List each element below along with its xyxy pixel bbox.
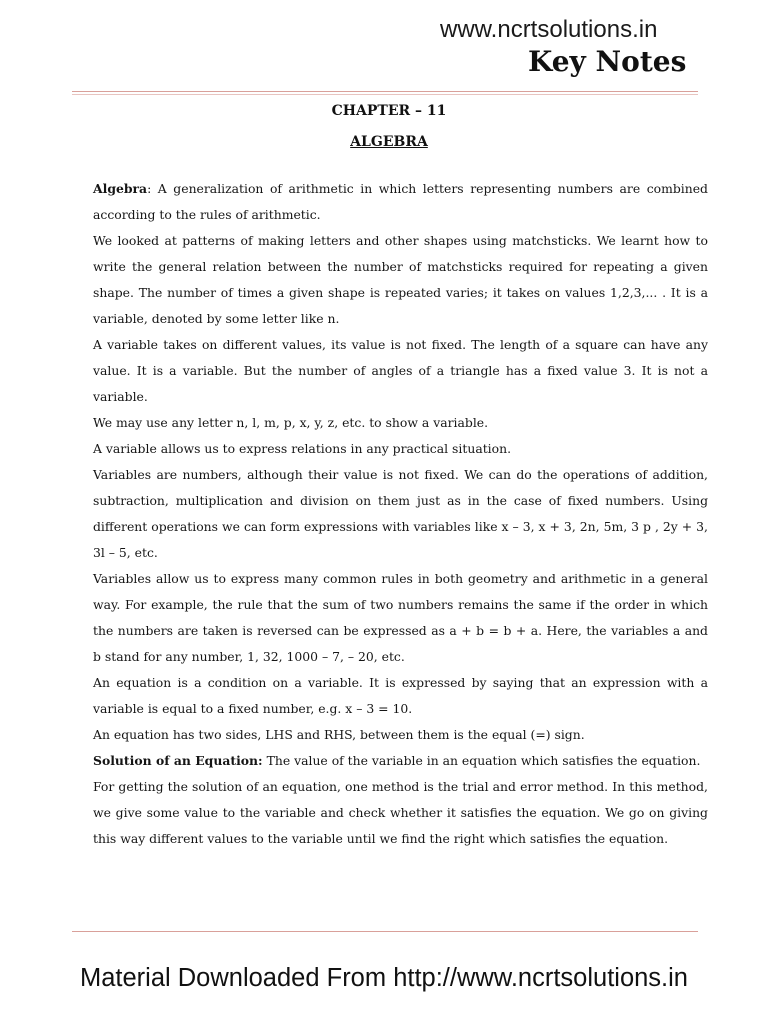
paragraph-text: A variable allows us to express relations in any practical situation.	[93, 441, 512, 456]
paragraph-text: We looked at patterns of making letters and other shapes using matchsticks. We learnt how to write the general relation between the number of matchsticks required for repeating a given shape. The number of times a given shape is repeated varies; it takes on values 1,2,3,... . It is a variable, denoted by some letter like n.	[93, 233, 708, 326]
footer-download-notice: Material Downloaded From http://www.ncrtsolutions.in	[79, 964, 688, 992]
paragraph	[93, 566, 708, 670]
paragraph-text: An equation has two sides, LHS and RHS, between them is the equal (=) sign.	[93, 727, 585, 742]
paragraph-text: The value of the variable in an equation which satisfies the equation.	[262, 753, 701, 768]
key-notes-heading: Key Notes	[528, 45, 687, 78]
paragraph-term: Algebra	[93, 181, 148, 196]
paragraph-text: An equation is a condition on a variable. It is expressed by saying that an expression with a variable is equal to a fixed number, e.g. x – 3 = 10.	[93, 675, 708, 716]
header-rule-secondary	[72, 94, 698, 95]
chapter-title: ALGEBRA	[350, 134, 428, 150]
paragraph-text: Variables allow us to express many common rules in both geometry and arithmetic in a general way. For example, the rule that the sum of two numbers remains the same if the order in which the numbers are taken is reversed can be expressed as a + b = b + a. Here, the variables a and b stand for any number, 1, 32, 1000 – 7, – 20, etc.	[93, 571, 708, 664]
paragraph	[93, 228, 708, 332]
paragraph	[93, 670, 708, 722]
footer-rule	[72, 931, 698, 932]
paragraph-text: We may use any letter n, l, m, p, x, y, z, etc. to show a variable.	[93, 415, 489, 430]
paragraph-term: Solution of an Equation:	[93, 753, 263, 768]
paragraph-text: For getting the solution of an equation, one method is the trial and error method. In this method, we give some value to the variable and check whether it satisfies the equation. We go on giving this way different values to the variable until we find the right which satisfies the equation.	[93, 779, 708, 846]
paragraph	[93, 774, 708, 852]
notes-body	[93, 176, 708, 852]
paragraph-text: A variable takes on different values, its value is not fixed. The length of a square can have any value. It is a variable. But the number of angles of a triangle has a fixed value 3. It is not a variable.	[93, 337, 708, 404]
chapter-number: CHAPTER – 11	[331, 103, 447, 119]
paragraph	[93, 176, 708, 228]
paragraph-text: : A generalization of arithmetic in which letters representing numbers are combined according to the rules of arithmetic.	[93, 181, 708, 222]
paragraph	[93, 410, 708, 436]
paragraph	[93, 722, 708, 748]
site-url: www.ncrtsolutions.in	[440, 16, 658, 43]
paragraph	[93, 332, 708, 410]
paragraph-text: Variables are numbers, although their value is not fixed. We can do the operations of addition, subtraction, multiplication and division on them just as in the case of fixed numbers. Using different operations we can form expressions with variables like x – 3, x + 3, 2n, 5m, 3 p , 2y + 3, 3l – 5, etc.	[93, 467, 708, 560]
paragraph	[93, 748, 708, 774]
paragraph	[93, 462, 708, 566]
paragraph	[93, 436, 708, 462]
header-rule	[72, 91, 698, 92]
